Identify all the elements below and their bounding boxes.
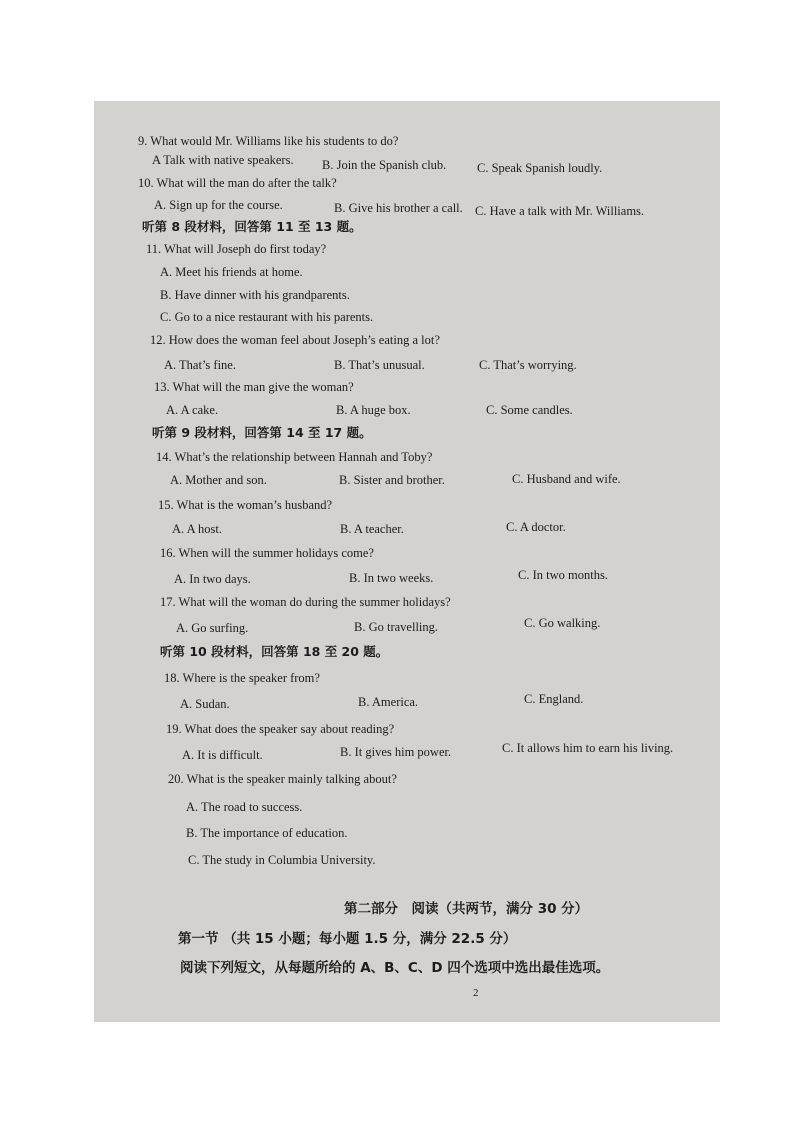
question-17-option-c: C. Go walking. xyxy=(524,616,601,630)
question-18-option-c: C. England. xyxy=(524,692,584,706)
question-10-stem: 10. What will the man do after the talk? xyxy=(138,176,337,190)
question-16-option-a: A. In two days. xyxy=(174,572,251,586)
question-12-option-c: C. That’s worrying. xyxy=(479,358,577,372)
question-11-option-a: A. Meet his friends at home. xyxy=(160,265,303,279)
question-10-option-c: C. Have a talk with Mr. Williams. xyxy=(475,204,645,218)
question-10-option-a: A. Sign up for the course. xyxy=(154,198,283,212)
question-19-option-b: B. It gives him power. xyxy=(340,745,452,759)
question-20-option-a: A. The road to success. xyxy=(186,800,303,814)
question-20-stem: 20. What is the speaker mainly talking about? xyxy=(168,772,397,786)
question-13-option-c: C. Some candles. xyxy=(486,403,573,417)
part-2-section-1-heading: 第一节 （共 15 小题；每小题 1.5 分，满分 22.5 分） xyxy=(178,931,517,947)
question-11-stem: 11. What will Joseph do first today? xyxy=(146,242,327,256)
question-9-option-b: B. Join the Spanish club. xyxy=(322,158,447,172)
question-9-stem: 9. What would Mr. Williams like his students to do? xyxy=(138,134,399,148)
section-8-heading: 听第 8 段材料，回答第 11 至 13 题。 xyxy=(142,219,362,234)
question-13-option-b: B. A huge box. xyxy=(336,403,411,417)
question-14-option-a: A. Mother and son. xyxy=(170,473,267,487)
scanned-exam-page xyxy=(94,101,720,1022)
question-16-stem: 16. When will the summer holidays come? xyxy=(160,546,374,560)
question-14-option-c: C. Husband and wife. xyxy=(512,472,621,486)
question-20-option-b: B. The importance of education. xyxy=(186,826,348,840)
question-17-option-b: B. Go travelling. xyxy=(354,620,439,634)
question-13-option-a: A. A cake. xyxy=(166,403,219,417)
question-16-option-c: C. In two months. xyxy=(518,568,608,582)
page-number: 2 xyxy=(473,987,479,999)
question-15-stem: 15. What is the woman’s husband? xyxy=(158,498,333,512)
question-14-stem: 14. What’s the relationship between Hannah and Toby? xyxy=(156,450,433,464)
question-20-option-c: C. The study in Columbia University. xyxy=(188,853,376,867)
part-2-title: 第二部分 阅读（共两节，满分 30 分） xyxy=(344,901,589,917)
section-9-heading: 听第 9 段材料，回答第 14 至 17 题。 xyxy=(152,425,372,440)
question-17-stem: 17. What will the woman do during the summer holidays? xyxy=(160,595,451,609)
question-19-option-a: A. It is difficult. xyxy=(182,748,263,762)
section-10-heading: 听第 10 段材料，回答第 18 至 20 题。 xyxy=(160,644,389,659)
question-19-stem: 19. What does the speaker say about reading? xyxy=(166,722,395,736)
question-15-option-b: B. A teacher. xyxy=(340,522,404,536)
question-11-option-c: C. Go to a nice restaurant with his parents. xyxy=(160,310,374,324)
question-17-option-a: A. Go surfing. xyxy=(176,621,249,635)
question-12-option-b: B. That’s unusual. xyxy=(334,358,425,372)
question-10-option-b: B. Give his brother a call. xyxy=(334,201,463,215)
question-18-stem: 18. Where is the speaker from? xyxy=(164,671,320,685)
question-14-option-b: B. Sister and brother. xyxy=(339,473,445,487)
question-9-option-a: A Talk with native speakers. xyxy=(152,153,294,167)
question-18-option-b: B. America. xyxy=(358,695,419,709)
question-18-option-a: A. Sudan. xyxy=(180,697,230,711)
question-12-option-a: A. That’s fine. xyxy=(164,358,236,372)
question-11-option-b: B. Have dinner with his grandparents. xyxy=(160,288,350,302)
question-16-option-b: B. In two weeks. xyxy=(349,571,434,585)
question-15-option-c: C. A doctor. xyxy=(506,520,566,534)
question-9-option-c: C. Speak Spanish loudly. xyxy=(477,161,603,175)
question-12-stem: 12. How does the woman feel about Joseph’s eating a lot? xyxy=(150,333,440,347)
question-15-option-a: A. A host. xyxy=(172,522,223,536)
part-2-instruction: 阅读下列短文，从每题所给的 A、B、C、D 四个选项中选出最佳选项。 xyxy=(180,960,610,976)
question-13-stem: 13. What will the man give the woman? xyxy=(154,380,354,394)
question-19-option-c: C. It allows him to earn his living. xyxy=(502,741,674,755)
